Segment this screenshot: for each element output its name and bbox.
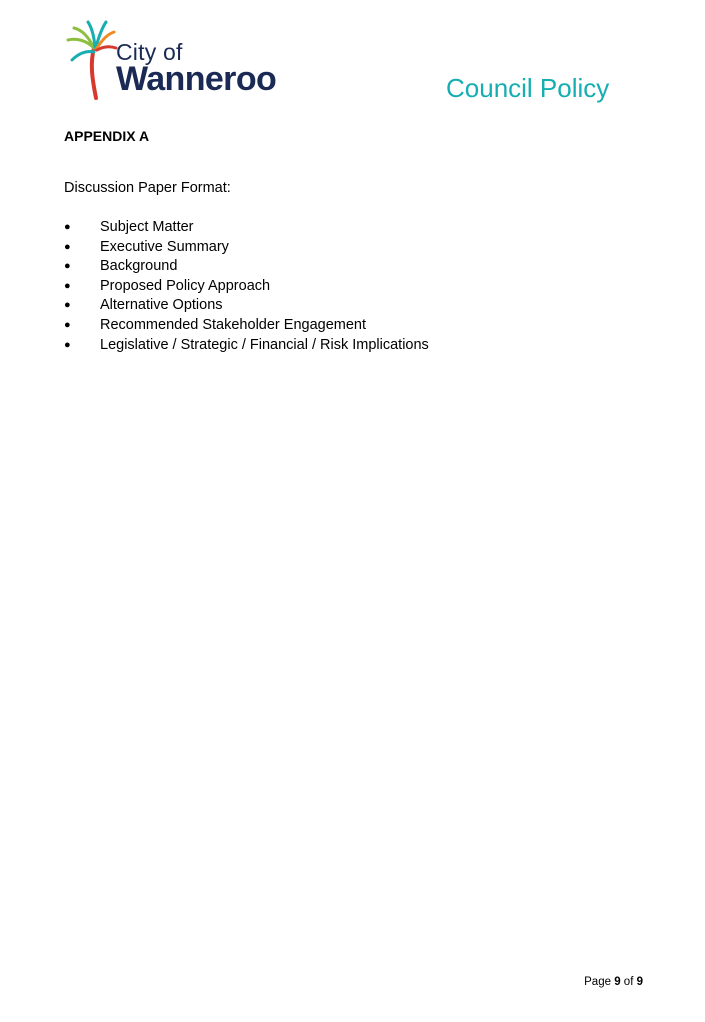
intro-text: Discussion Paper Format: — [64, 180, 231, 196]
bullet-icon: ● — [64, 299, 71, 312]
page-current: 9 — [614, 976, 621, 988]
bullet-icon: ● — [64, 318, 71, 331]
bullet-icon: ● — [64, 221, 71, 233]
appendix-heading: APPENDIX A — [64, 128, 150, 144]
page-label: Page — [584, 976, 611, 988]
bullet-icon: ● — [64, 338, 71, 351]
of-label: of — [623, 976, 634, 988]
logo-city-of-text: City of — [116, 39, 183, 65]
wanneroo-plant-logo-icon — [64, 18, 124, 104]
city-of-wanneroo-logo — [64, 18, 292, 104]
bullet-icon: ● — [64, 260, 71, 273]
bullet-icon: ● — [64, 240, 71, 253]
page-number — [584, 976, 643, 988]
bullet-icon: ● — [64, 279, 71, 292]
page-total: 9 — [636, 976, 643, 988]
document-type-title: Council Policy — [446, 73, 610, 103]
logo-wanneroo-text: Wanneroo — [116, 60, 277, 98]
